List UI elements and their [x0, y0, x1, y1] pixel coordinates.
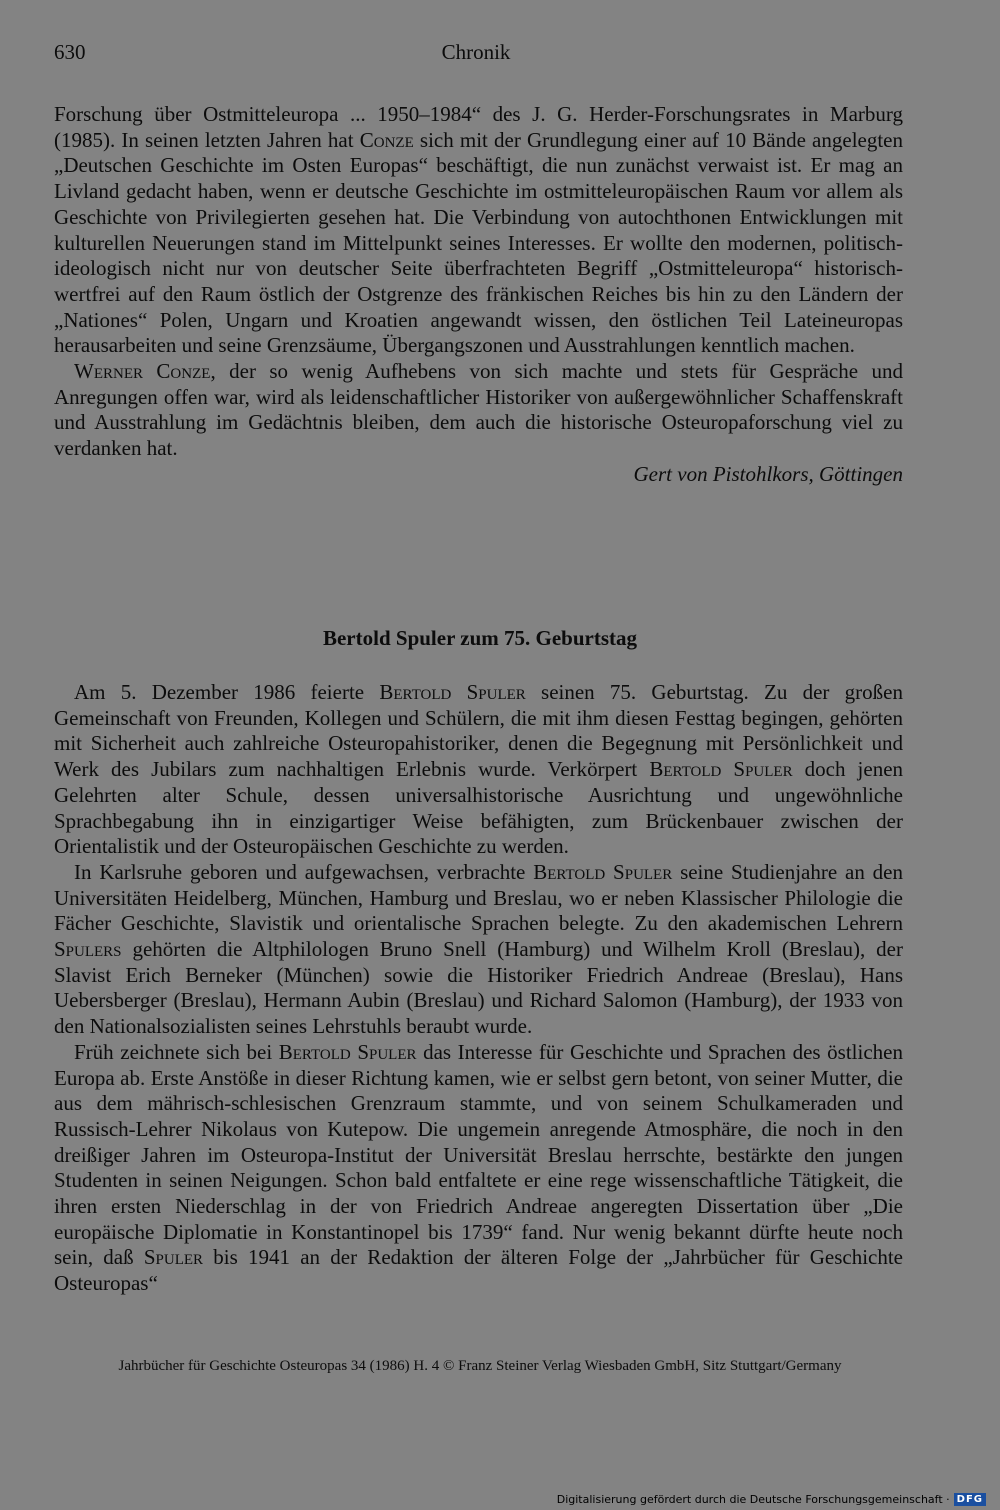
running-head: Chronik — [441, 40, 511, 64]
author-name: Bertold Spuler — [649, 757, 793, 782]
page-number: 630 — [54, 40, 86, 64]
text-run: Früh zeichnete sich bei — [74, 1039, 279, 1064]
text-run: bis 1941 an der Redaktion der älteren Folge der „Jahrbücher für Geschichte Osteuropas“ — [54, 1245, 904, 1296]
text-run: sich mit der Grundlegung einer auf 10 Bände angelegten „Deutschen Geschichte im Osten Europas“ beschäftigt, die nun zunächst verwaist ist. Er mag an Livland gedacht haben, wenn er deutsche Geschichte im ostmitteleuropäischen Raum vor allem als Geschichte von Privilegierten gesehen hat. Die Verbindung von autochthonen Entwicklungen mit kulturellen Neuerungen stand im Mittelpunkt seines Interesses. Er wollte den modernen, politisch-ideologisch nicht nur von deutscher Seite überfrachteten Begriff „Ostmitteleuropa“ historisch-wertfrei auf den Raum östlich der Ostgrenze des fränkischen Reiches bis hin zu den Ländern der „Nationes“ Polen, Ungarn und Kroatien angewandt wissen, den östlichen Teil Lateineuropas herausarbeiten und seine Grenzsäume, Übergangszonen und Ausstrahlungen kenntlich machen. — [54, 127, 903, 358]
paragraph — [54, 359, 903, 462]
article-body — [54, 680, 903, 1297]
author-name: Bertold Spuler — [533, 859, 673, 884]
text-run: seine Studienjahre an den Universitäten Heidelberg, München, Hamburg und Breslau, wo er neben Klassischer Philologie die Fächer Geschichte, Slavistik und orientalische Sprachen belegte. Zu den akademischen Lehrern — [54, 859, 903, 936]
author-name: Spulers — [54, 937, 122, 962]
text-run: Forschung über Ostmitteleuropa ... 1950–1984“ des J. G. Herder-Forschungsrates in Marburg (1985). In seinen letzten Jahren hat — [54, 102, 903, 152]
journal-footer: Jahrbücher für Geschichte Osteuropas 34 (1986) H. 4 © Franz Steiner Verlag Wiesbaden GmbH, Sitz Stuttgart/Germany — [118, 1358, 842, 1374]
digitization-note: Digitalisierung gefördert durch die Deutsche Forschungsgemeinschaft · — [556, 1493, 950, 1506]
author-name: Conze — [359, 127, 414, 152]
paragraph — [54, 1040, 903, 1297]
author-name: Bertold Spuler — [379, 680, 526, 704]
author-name: Spuler — [143, 1245, 204, 1270]
article-title: Bertold Spuler zum 75. Geburtstag — [322, 626, 638, 650]
text-run: In Karlsruhe geboren und aufgewachsen, verbrachte — [74, 859, 534, 884]
paragraph — [54, 860, 903, 1040]
author-name: Bertold Spuler — [278, 1039, 417, 1064]
text-run: seinen 75. Geburtstag. Zu der großen Gemeinschaft von Freunden, Kollegen und Schülern, die mit ihm diesen Festtag begingen, gehörten mit Sicherheit auch zahlreiche Osteuropahistoriker, denen die Begegnung mit Persönlichkeit und Werk des Jubilars zum nachhaltigen Erlebnis wurde. Verkörpert — [54, 680, 903, 782]
text-run: , der so wenig Aufhebens von sich machte und stets für Gespräche und Anregungen offen war, wird als leidenschaftlicher Historiker von außergewöhnlicher Schaffenskraft und Ausstrahlung im Gedächtnis bleiben, dem auch die historische Osteuropaforschung viel zu verdanken hat. — [54, 359, 903, 461]
section-previous-obituary — [54, 102, 903, 488]
author-name: Werner Conze — [74, 359, 211, 384]
text-run: doch jenen Gelehrten alter Schule, dessen universalhistorische Ausrichtung und ungewöhnliche Sprachbegabung ihn in einzigartiger Weise befähigten, zum Brückenbauer zwischen der Orientalistik und der Osteuropäischen Geschichte zu werden. — [54, 757, 904, 859]
dfg-logo: DFG — [954, 1493, 986, 1506]
digitization-credit — [557, 1493, 986, 1506]
text-run: Am 5. Dezember 1986 feierte — [74, 680, 380, 704]
paragraph — [54, 680, 903, 860]
paragraph — [54, 102, 903, 359]
signature: Gert von Pistohlkors, Göttingen — [633, 461, 903, 486]
text-run: gehörten die Altphilologen Bruno Snell (Hamburg) und Wilhelm Kroll (Breslau), der Slavist Erich Berneker (München) sowie die Historiker Friedrich Andreae (Breslau), Hans Uebersberger (Breslau), Hermann Aubin (Breslau) und Richard Salomon (Hamburg), der 1933 von den Nationalsozialisten seines Lehrstuhls beraubt wurde. — [54, 937, 903, 1039]
text-run: das Interesse für Geschichte und Sprachen des östlichen Europa ab. Erste Anstöße in dieser Richtung kamen, wie er selbst gern betont, von seiner Mutter, die aus dem mährisch-schlesischen Grenzraum stammte, und von seinem Schulkameraden und Russisch-Lehrer Nikolaus von Kutepow. Die ungemein anregende Atmosphäre, die noch in den dreißiger Jahren im Osteuropa-Institut der Universität Breslau herrschte, bestärkte den jungen Studenten in seinen Neigungen. Schon bald entfaltete er eine rege wissenschaftliche Tätigkeit, die ihren ersten Niederschlag in der von Friedrich Andreae angeregten Dissertation über „Die europäische Diplomatie in Konstantinopel bis 1739“ fand. Nur wenig bekannt dürfte heute noch sein, daß — [54, 1039, 903, 1270]
